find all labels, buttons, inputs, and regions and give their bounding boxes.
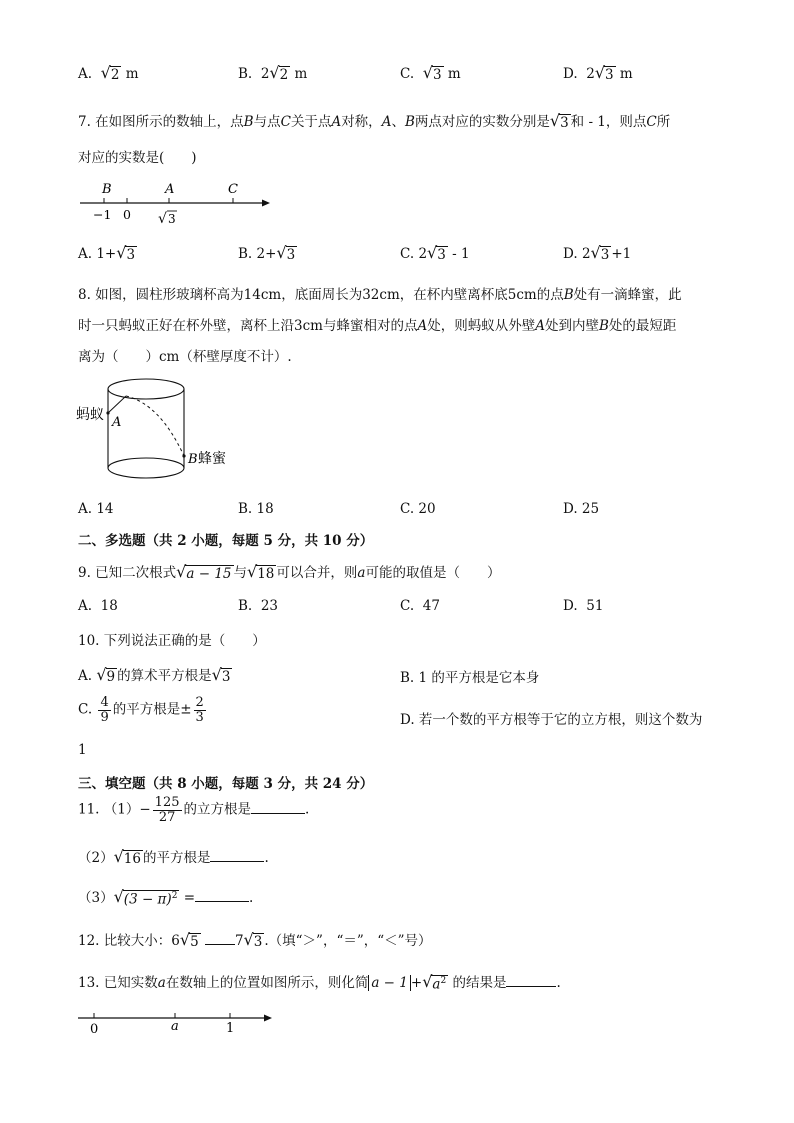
- q11-part-1: 11. （1）− $\frac{125}{27}$ 的立方根是 .: [78, 795, 310, 825]
- q7-option-c: C. 2 √ 3 - 1: [400, 243, 470, 264]
- q8-cylinder-figure: [74, 372, 244, 492]
- q11-2-answer-blank[interactable]: [210, 861, 264, 862]
- q7-axis-arrow: [262, 200, 270, 207]
- q8-option-b: B. 18: [238, 501, 274, 517]
- q7-tick-label-radical: √: [158, 211, 167, 227]
- q10-option-d-continued: 1: [78, 742, 87, 758]
- q11-1-answer-blank[interactable]: [251, 813, 305, 814]
- q13-tick-label-0: 0: [90, 1022, 99, 1037]
- q10-option-d: D. 若一个数的平方根等于它的立方根，则这个数为: [400, 712, 703, 728]
- q7-label-a: A: [165, 182, 175, 197]
- point-b: [182, 454, 185, 457]
- q9-option-c: C. 47: [400, 598, 440, 614]
- cylinder-bottom-front: [108, 468, 184, 478]
- section-2-title: 二、多选题（共 2 小题，每题 5 分，共 10 分）: [78, 533, 374, 549]
- q12-answer-blank[interactable]: [205, 944, 235, 945]
- q10-stem: 10. 下列说法正确的是（ ）: [78, 633, 266, 649]
- q7-label-b: B: [102, 182, 112, 197]
- ant-label: 蚂蚁: [76, 407, 104, 423]
- q7-tick-label-3: 3: [168, 212, 176, 226]
- q9-option-d: D. 51: [563, 598, 604, 614]
- q8-stem-line3: 离为（ ）cm（杯壁厚度不计）.: [78, 349, 292, 365]
- q7-tick-label-neg1: −1: [93, 207, 112, 222]
- q13-tick-label-a: a: [171, 1019, 179, 1034]
- q7-stem-line2: 对应的实数是( ): [78, 150, 197, 166]
- q7-number-line: [76, 176, 276, 232]
- q11-part-3: （3） √ $(3 - \pi)^2$ = .: [78, 887, 254, 908]
- fig-label-a: A: [112, 415, 122, 430]
- q8-option-a: A. 14: [78, 501, 114, 517]
- q12-stem: 12. 比较大小：6 √ 5 7 √ 3 .（填“＞”，“＝”，“＜”号）: [78, 930, 432, 951]
- q7-label-c: C: [228, 182, 238, 197]
- q7-option-d: D. 2 √ 3 +1: [563, 243, 632, 264]
- q10-option-a: A. √ 9 的算术平方根是 √ 3: [78, 665, 231, 686]
- section-3-title: 三、填空题（共 8 小题，每题 3 分，共 24 分）: [78, 776, 374, 792]
- q13-number-line: [74, 1004, 284, 1040]
- q8-option-c: C. 20: [400, 501, 436, 517]
- fig-label-b: B: [188, 452, 198, 467]
- q9-stem: 9. 已知二次根式 √ a − 15 与 √ 18 可以合并，则a可能的取值是（ ）: [78, 562, 501, 583]
- q6-option-b: B. 2 √ 2 m: [238, 63, 308, 84]
- path-outer-segment: [108, 396, 126, 413]
- q6-option-a: A. √ 2 m: [78, 63, 139, 84]
- q11-part-2: （2） √ 16 的平方根是 .: [78, 847, 269, 868]
- q9-option-a: A. 18: [78, 598, 118, 614]
- q9-option-b: B. 23: [238, 598, 278, 614]
- q10-option-b: B. 1 的平方根是它本身: [400, 670, 540, 686]
- q7-stem-line1: 7. 在如图所示的数轴上，点B与点C关于点A对称，A、B两点对应的实数分别是 √ 3 和 - 1，则点C所: [78, 111, 671, 132]
- q7-tick-label-0: 0: [123, 207, 131, 222]
- q6-option-d: D. 2 √ 3 m: [563, 63, 633, 84]
- q8-option-d: D. 25: [563, 501, 600, 517]
- q13-tick-label-1: 1: [226, 1021, 235, 1036]
- q13-answer-blank[interactable]: [506, 986, 556, 987]
- q13-axis-arrow: [264, 1015, 272, 1022]
- q13-stem: 13. 已知实数a在数轴上的位置如图所示，则化简 a − 1 + √ $a^2$ 的结果是 .: [78, 972, 561, 993]
- q10-option-c: C. $\frac{4}{9}$ 的平方根是± $\frac{2}{3}$: [78, 695, 204, 725]
- q7-option-a: A. 1+ √ 3: [78, 243, 136, 264]
- cylinder-top-ellipse: [108, 379, 184, 399]
- q8-stem-line2: 时一只蚂蚁正好在杯外壁，离杯上沿3cm与蜂蜜相对的点A处，则蚂蚁从外壁A处到内壁B处的最短距: [78, 318, 677, 334]
- cylinder-bottom-back: [108, 458, 184, 468]
- q8-stem-line1: 8. 如图，圆柱形玻璃杯高为14cm，底面周长为32cm，在杯内壁离杯底5cm的点B处有一滴蜂蜜，此: [78, 287, 682, 303]
- honey-label: 蜂蜜: [198, 451, 226, 467]
- q7-option-b: B. 2+ √ 3: [238, 243, 296, 264]
- path-inner-dashed: [126, 396, 184, 456]
- q6-option-c: C. √ 3 m: [400, 63, 461, 84]
- q11-3-answer-blank[interactable]: [195, 901, 249, 902]
- point-a: [106, 411, 109, 414]
